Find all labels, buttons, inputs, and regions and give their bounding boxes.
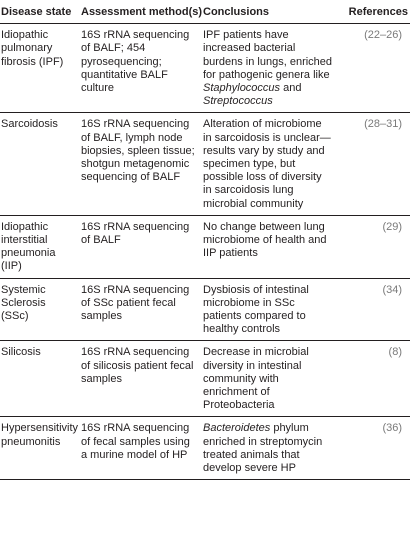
disease-cell: Systemic Sclerosis (SSc) [1, 283, 46, 323]
header-assessment-methods: Assessment method(s) [81, 6, 203, 18]
genus-name: Streptococcus [203, 95, 273, 108]
disease-cell: Hypersensitivity pneumonitis [1, 422, 79, 448]
conclusions-text: IPF patients have increased bacterial burdens in lungs, enriched for pathogenic genera like [203, 29, 333, 81]
table-row [0, 341, 410, 417]
method-cell: 16S rRNA sequencing of silicosis patient fecal samples [81, 346, 194, 385]
table-row [0, 278, 410, 341]
method-cell: 16S rRNA sequencing of fecal samples using a murine model of HP [81, 422, 190, 461]
reference-link[interactable]: (29) [382, 220, 402, 233]
conclusions-text: phylum enriched in streptomycin treated animals that develop severe HP [203, 422, 323, 475]
method-cell: 16S rRNA sequencing of BALF [81, 220, 190, 247]
reference-link[interactable]: (36) [382, 422, 402, 435]
method-cell: 16S rRNA sequencing of BALF; 454 pyrosequencing; quantitative BALF culture [81, 29, 190, 95]
header-references: References [348, 6, 408, 18]
reference-link[interactable]: (34) [382, 283, 402, 296]
reference-link[interactable]: (28–31) [364, 118, 402, 131]
disease-cell: Silicosis [1, 346, 41, 359]
conclusions-cell: Decrease in microbial diversity in intestinal community with enrichment of Proteobacteria [203, 346, 309, 412]
conclusions-cell: Alteration of microbiome in sarcoidosis is unclear—results vary by study and specimen type, but possible loss of diversity in sarcoidosis lung microbial community [203, 118, 331, 210]
genus-name: Staphylococcus [203, 82, 281, 95]
conclusions-text: and [280, 82, 302, 95]
table-row [0, 113, 410, 215]
microbiome-studies-table [0, 6, 410, 480]
table-row [0, 417, 410, 480]
reference-link[interactable]: (8) [388, 346, 402, 359]
phylum-name: Bacteroidetes [203, 422, 271, 435]
header-row [0, 6, 410, 24]
method-cell: 16S rRNA sequencing of BALF, lymph node biopsies, spleen tissue; shotgun metagenomic sequencing of BALF [81, 118, 195, 184]
conclusions-cell: Dysbiosis of intestinal microbiome in SSc patients compared to healthy controls [203, 283, 309, 336]
disease-cell: Sarcoidosis [1, 118, 58, 131]
reference-link[interactable]: (22–26) [364, 29, 402, 42]
method-cell: 16S rRNA sequencing of SSc patient fecal samples [81, 283, 190, 323]
disease-cell: Idiopathic interstitial pneumonia (IIP) [1, 220, 56, 273]
header-conclusions: Conclusions [203, 6, 270, 18]
table-body [0, 24, 410, 480]
header-disease-state: Disease state [1, 6, 72, 18]
conclusions-cell [202, 417, 337, 480]
conclusions-cell: No change between lung microbiome of health and IIP patients [203, 220, 327, 260]
table-row [0, 215, 410, 278]
disease-cell: Idiopathic pulmonary fibrosis (IPF) [1, 29, 64, 68]
conclusions-cell [202, 24, 337, 113]
table-header [0, 6, 410, 24]
table-row [0, 24, 410, 113]
